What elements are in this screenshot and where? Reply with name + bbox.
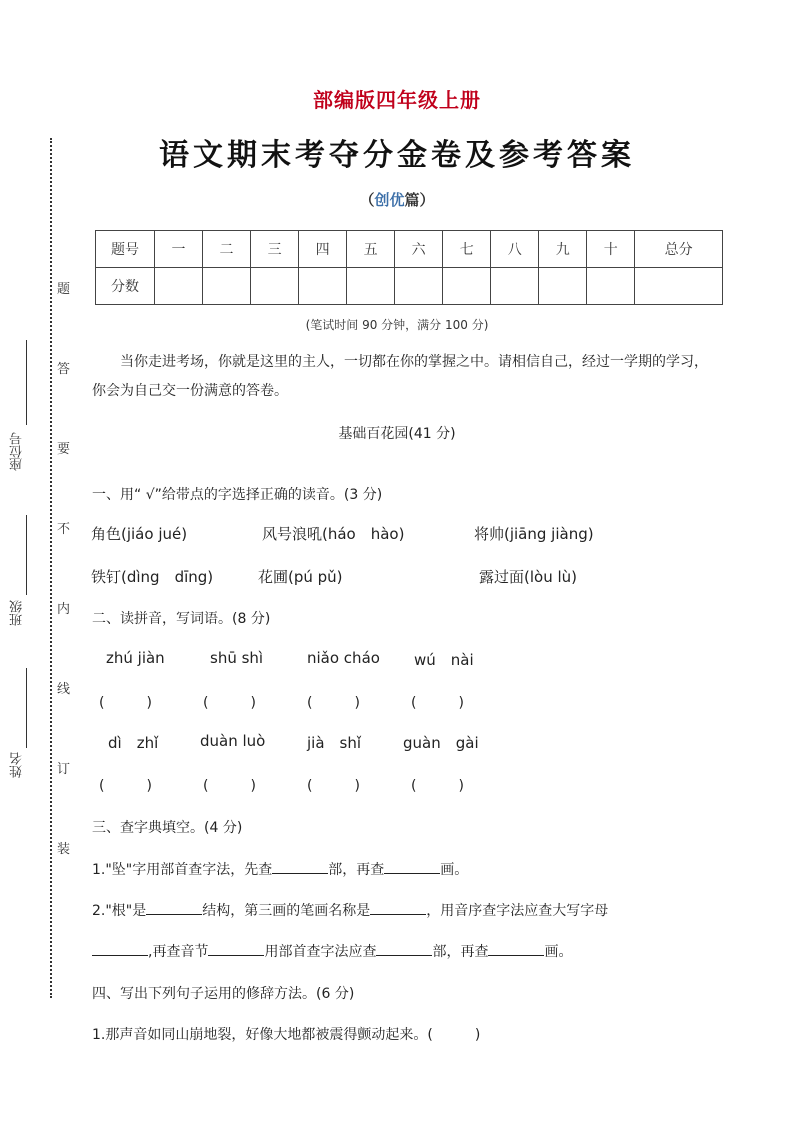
fill-blank[interactable] xyxy=(370,900,426,915)
name-label: 姓名 xyxy=(10,752,25,778)
fill-blank[interactable] xyxy=(146,900,202,915)
q3-text: 2."根"是 xyxy=(92,903,147,919)
score-entry-cell[interactable] xyxy=(251,268,299,305)
class-label: 班级 xyxy=(10,600,25,626)
binding-word: 线 xyxy=(57,682,71,697)
q1-item[interactable]: 露过面(lòu lù) xyxy=(479,568,577,586)
fill-blank[interactable] xyxy=(92,941,148,956)
pinyin-item: wú nài xyxy=(414,651,474,669)
binding-word: 内 xyxy=(57,602,71,617)
score-table-cell: 五 xyxy=(347,231,395,268)
fill-blank[interactable] xyxy=(376,941,432,956)
seat-number-label: 座位号 xyxy=(10,432,25,471)
binding-word: 答 xyxy=(57,362,71,377)
score-entry-cell[interactable] xyxy=(203,268,251,305)
pinyin-item: zhú jiàn xyxy=(106,649,165,667)
exam-title: 语文期末考夺分金卷及参考答案 xyxy=(159,138,635,173)
score-table-cell: 三 xyxy=(251,231,299,268)
pinyin-item: dì zhǐ xyxy=(108,734,159,752)
answer-paren[interactable]: ( ) xyxy=(307,778,360,794)
score-table xyxy=(95,230,723,305)
binding-dotted-line xyxy=(50,138,52,998)
subtitle-close: 篇） xyxy=(404,191,435,209)
q3-text: 1."坠"字用部首查字法，先查 xyxy=(92,862,273,878)
score-entry-cell[interactable] xyxy=(539,268,587,305)
fill-blank[interactable] xyxy=(384,859,440,874)
binding-word: 订 xyxy=(57,762,71,777)
answer-paren[interactable]: ( ) xyxy=(411,695,464,711)
edition-title: 部编版四年级上册 xyxy=(313,88,481,112)
q3-line-1 xyxy=(92,859,468,879)
question-2-title: 二、读拼音，写词语。(8 分) xyxy=(92,611,271,627)
edition-subtitle xyxy=(0,189,794,210)
question-1-title: 一、用“ √”给带点的字选择正确的读音。(3 分) xyxy=(92,487,383,503)
score-table-cell: 四 xyxy=(299,231,347,268)
exam-note: (笔试时间 90 分钟，满分 100 分) xyxy=(305,318,489,332)
q3-line-3 xyxy=(92,941,572,961)
name-line[interactable] xyxy=(26,668,27,748)
score-table-score-row xyxy=(96,268,723,305)
question-3-title: 三、查字典填空。(4 分) xyxy=(92,820,243,836)
pinyin-item: shū shì xyxy=(210,649,264,667)
score-table-cell: 一 xyxy=(155,231,203,268)
subtitle-highlight: 创优 xyxy=(374,191,405,209)
score-entry-cell[interactable] xyxy=(299,268,347,305)
seat-number-line[interactable] xyxy=(26,340,27,425)
score-entry-cell[interactable] xyxy=(395,268,443,305)
q3-text: 部，再查 xyxy=(328,862,385,878)
answer-paren[interactable]: ( ) xyxy=(99,695,152,711)
answer-paren[interactable]: ( ) xyxy=(307,695,360,711)
score-entry-cell[interactable] xyxy=(155,268,203,305)
fill-blank[interactable] xyxy=(208,941,264,956)
score-table-cell: 题号 xyxy=(96,231,155,268)
q1-item[interactable]: 角色(jiáo jué) xyxy=(91,525,188,543)
section-heading: 基础百花园(41 分) xyxy=(338,426,456,442)
q3-text: 画。 xyxy=(544,944,573,960)
score-table-header-row xyxy=(96,231,723,268)
pinyin-item: guàn gài xyxy=(403,734,479,752)
binding-word: 装 xyxy=(57,842,71,857)
score-table-row-label: 分数 xyxy=(96,268,155,305)
answer-paren[interactable]: ( ) xyxy=(203,695,256,711)
q4-item-1[interactable]: 1.那声音如同山崩地裂，好像大地都被震得颤动起来。( ) xyxy=(92,1027,481,1043)
score-entry-cell[interactable] xyxy=(635,268,723,305)
score-table-cell: 六 xyxy=(395,231,443,268)
score-table-cell: 十 xyxy=(587,231,635,268)
score-entry-cell[interactable] xyxy=(443,268,491,305)
question-4-title: 四、写出下列句子运用的修辞方法。(6 分) xyxy=(92,986,355,1002)
score-table-cell: 总分 xyxy=(635,231,723,268)
q3-line-2 xyxy=(92,900,608,920)
q1-item[interactable]: 将帅(jiāng jiàng) xyxy=(474,525,594,543)
q1-item[interactable]: 铁钉(dìng dīng) xyxy=(91,568,214,586)
binding-word: 不 xyxy=(57,522,71,537)
binding-word: 题 xyxy=(57,282,71,297)
q3-text: ,再查音节 xyxy=(148,944,209,960)
answer-paren[interactable]: ( ) xyxy=(411,778,464,794)
binding-word: 要 xyxy=(57,442,71,457)
score-entry-cell[interactable] xyxy=(347,268,395,305)
q3-text: 结构，第三画的笔画名称是 xyxy=(202,903,371,919)
subtitle-open: （ xyxy=(359,191,375,209)
score-entry-cell[interactable] xyxy=(491,268,539,305)
q3-text: ，用音序查字法应查大写字母 xyxy=(426,903,609,919)
answer-paren[interactable]: ( ) xyxy=(99,778,152,794)
fill-blank[interactable] xyxy=(272,859,328,874)
intro-paragraph: 当你走进考场，你就是这里的主人，一切都在你的掌握之中。请相信自己，经过一学期的学习，你会为自己交一份满意的答卷。 xyxy=(92,354,708,399)
q1-item[interactable]: 花圃(pú pǔ) xyxy=(258,568,343,586)
q3-text: 部，再查 xyxy=(432,944,489,960)
q3-text: 用部首查字法应查 xyxy=(264,944,377,960)
q3-text: 画。 xyxy=(440,862,469,878)
answer-paren[interactable]: ( ) xyxy=(203,778,256,794)
score-table-cell: 二 xyxy=(203,231,251,268)
class-line[interactable] xyxy=(26,515,27,595)
score-entry-cell[interactable] xyxy=(587,268,635,305)
score-table-cell: 七 xyxy=(443,231,491,268)
pinyin-item: duàn luò xyxy=(200,732,266,750)
pinyin-item: niǎo cháo xyxy=(307,649,380,667)
score-table-cell: 八 xyxy=(491,231,539,268)
score-table-cell: 九 xyxy=(539,231,587,268)
fill-blank[interactable] xyxy=(488,941,544,956)
q1-item[interactable]: 风号浪吼(háo hào) xyxy=(262,525,405,543)
pinyin-item: jià shǐ xyxy=(307,734,362,752)
